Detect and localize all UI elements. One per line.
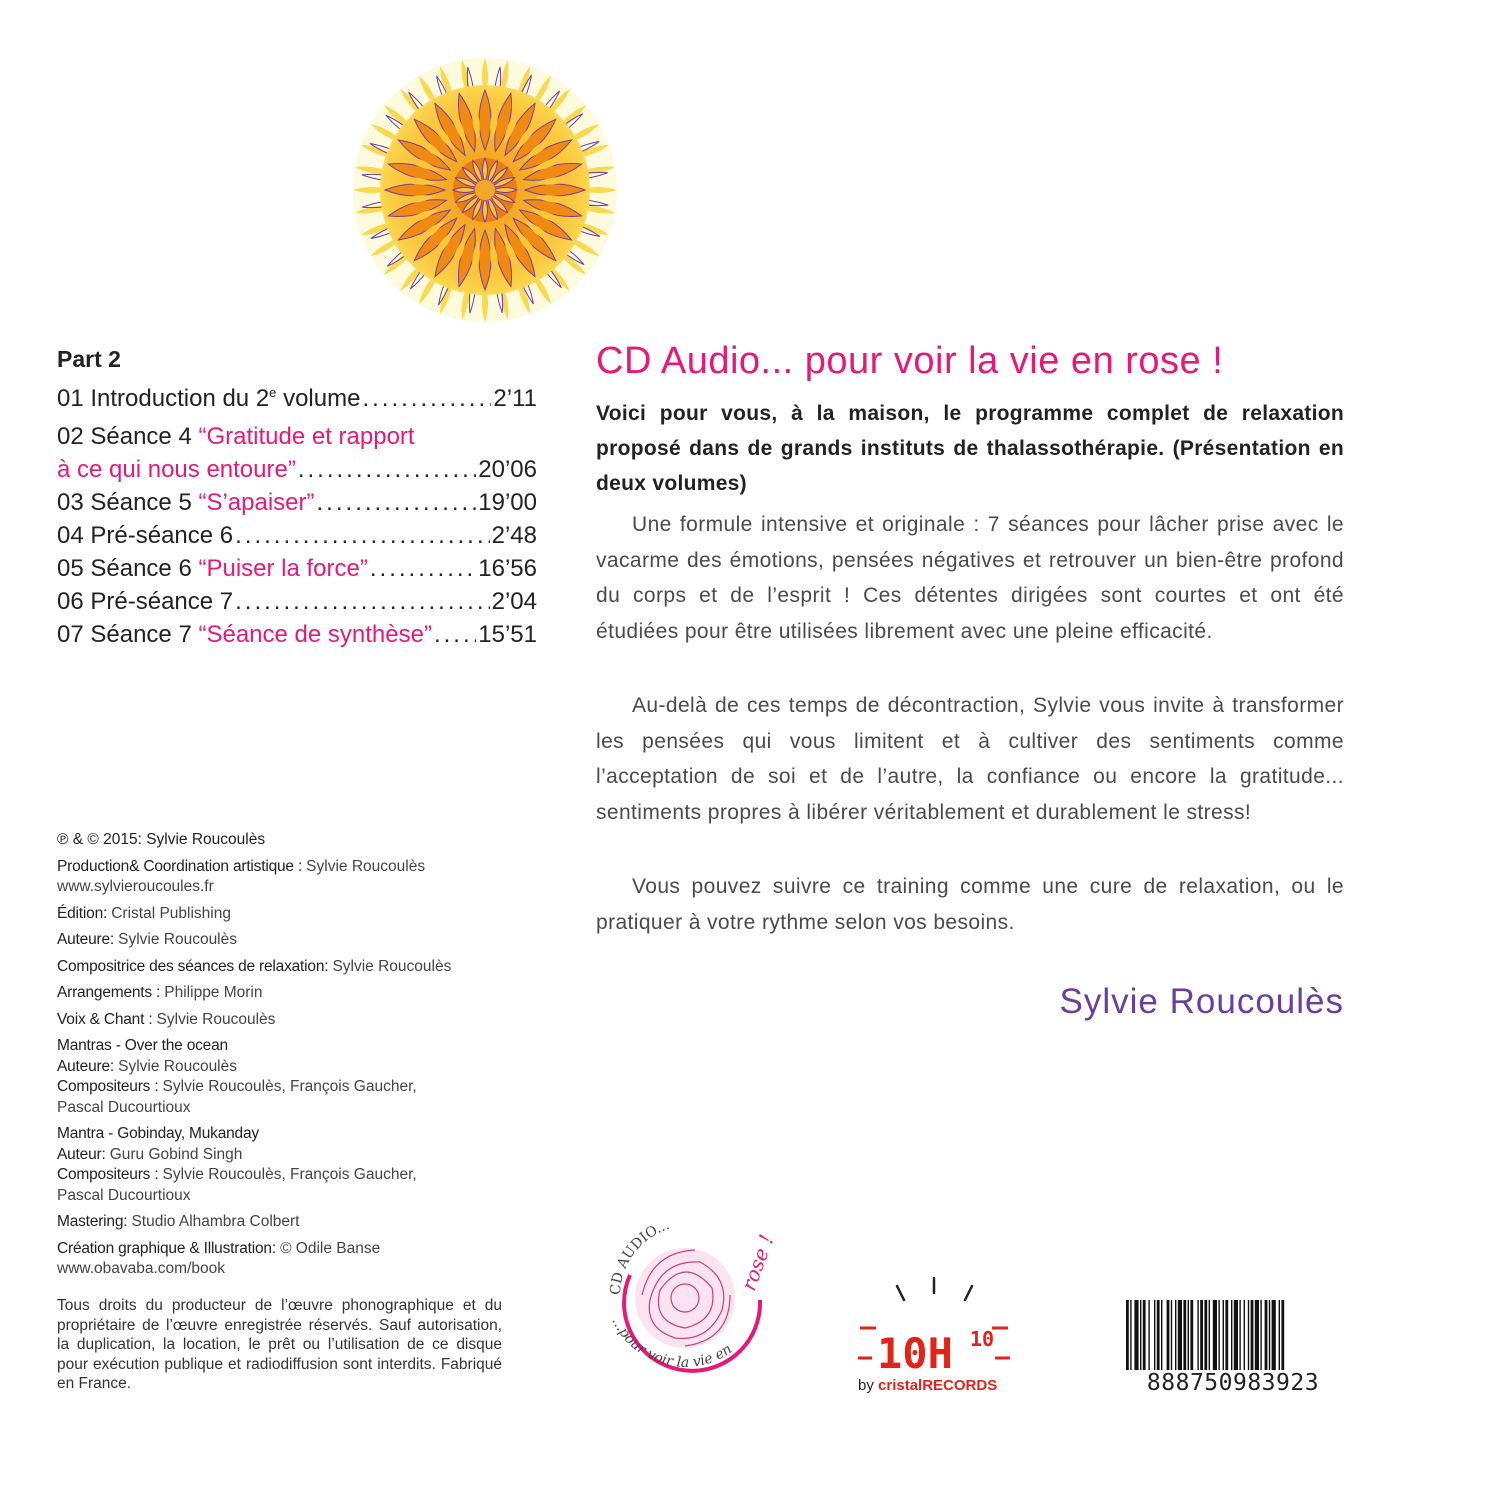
track-duration: 2’48 [491, 522, 537, 549]
intro-text: Voici pour vous, à la maison, le programme complet de relaxation proposé dans de grands instituts de thalassothérapie. (Présentation en deux volumes) [596, 402, 1344, 495]
track-row: 01 Introduction du 2e volume ..... 2’11 [57, 382, 537, 415]
track-row: 07 Séance 7 “Séance de synthèse” ..... 15’51 [57, 618, 537, 651]
author-signature: Sylvie Roucoulès [1059, 982, 1344, 1021]
track-row: 05 Séance 6 “Puiser la force” ..... 16’56 [57, 552, 537, 585]
track-duration: 2’11 [493, 385, 537, 412]
description-paragraph: Une formule intensive et originale : 7 séances pour lâcher prise avec le vacarme des émotions, pensées négatives et retrouver un bien-être profond du corps et de l’esprit ! Ces détentes dirigées sont courtes et ont été étudiées pour être utilisées librement avec une pleine efficacité. [596, 513, 1344, 643]
barcode-number: 888750983923 [1122, 1370, 1344, 1396]
track-row: 04 Pré-séance 6 ..... 2’48 [57, 519, 537, 552]
track-duration: 19’00 [478, 489, 537, 516]
svg-text:by cristalRECORDS: by cristalRECORDS [858, 1377, 998, 1394]
headline: CD Audio... pour voir la vie en rose ! [596, 340, 1224, 382]
track-duration: 16’56 [478, 555, 537, 582]
credits: ℗ & © 2015: Sylvie Roucoulès Production& Coordination artistique : Sylvie Roucoulès www.sylvieroucoules.fr Édition: Cristal Publishing Auteure: Sylvie Roucoulès Compositrice des séances de relaxation: Sylvie Roucoulès Arrangements : Philippe Morin Voix & Chant : Sylvie Roucoulès Mantras - Over the ocean Auteure: Sylvie Roucoulès Compositeurs : Sylvie Roucoulès, François Gaucher, Pascal Ducourtioux Mantra - Gobinday, Mukanday Auteur: Guru Gobind Singh Compositeurs : Sylvie Roucoulès, François Gaucher, Pascal Ducourtioux Mastering: Studio Alhambra Colbert Création graphique & Illustration: © Odile Banse www.obavaba.com/book [57, 830, 502, 1286]
track-row: 06 Pré-séance 7 ..... 2’04 [57, 585, 537, 618]
tracklist-heading: Part 2 [57, 346, 121, 372]
track-row: 03 Séance 5 “S’apaiser” ..... 19’00 [57, 486, 537, 519]
copyright-line: ℗ & © 2015: Sylvie Roucoulès [57, 831, 266, 848]
cd-audio-label: CD AUDIO... [607, 1217, 672, 1296]
track-subtitle: “Puiser la force” [198, 555, 368, 582]
track-subtitle: “Séance de synthèse” [198, 621, 432, 648]
10h10-label-logo [842, 1268, 1027, 1403]
track-subtitle: “Gratitude et rapport [198, 423, 415, 450]
track-subtitle: “S’apaiser” [198, 489, 315, 516]
tracklist [57, 343, 537, 651]
track-duration: 20’06 [478, 456, 537, 483]
website-link[interactable]: www.sylvieroucoules.fr [57, 878, 214, 895]
track-row: 02 Séance 4 “Gratitude et rapport à ce qui nous entoure” ..... 20’06 [57, 420, 537, 486]
description-paragraph: Vous pouvez suivre ce training comme une cure de relaxation, ou le pratiquer à votre rythme selon vos besoins. [596, 875, 1344, 934]
description-paragraph: Au-delà de ces temps de décontraction, Sylvie vous invite à transformer les pensées qui vous limitent et à cultiver des sentiments comme l’acceptation de soi et de l’autre, la confiance ou encore la gratitude... sentiments propres à libérer véritablement et durablement le stress! [596, 694, 1344, 824]
label-main-text: 10H [877, 1329, 953, 1378]
track-duration: 2’04 [491, 588, 537, 615]
cd-audio-rose-word: rose ! [736, 1231, 779, 1294]
track-subtitle: à ce qui nous entoure” [57, 456, 296, 483]
website-link[interactable]: www.obavaba.com/book [57, 1260, 226, 1277]
label-sup-text: 10 [970, 1327, 995, 1351]
track-duration: 15’51 [478, 621, 537, 648]
cd-audio-tagline: ...pour voir la vie en [608, 1314, 735, 1371]
mandala-illustration [350, 55, 620, 325]
cd-audio-rose-logo [590, 1200, 790, 1400]
legal-notice: Tous droits du producteur de l’œuvre phonographique et du propriétaire de l’œuvre enregistrée réservés. Sauf autorisation, la duplication, la location, le prêt ou l’utilisation de ce disque pour exécution publique et radiodiffusion sont interdits. Fabriqué en France. [57, 1297, 502, 1392]
